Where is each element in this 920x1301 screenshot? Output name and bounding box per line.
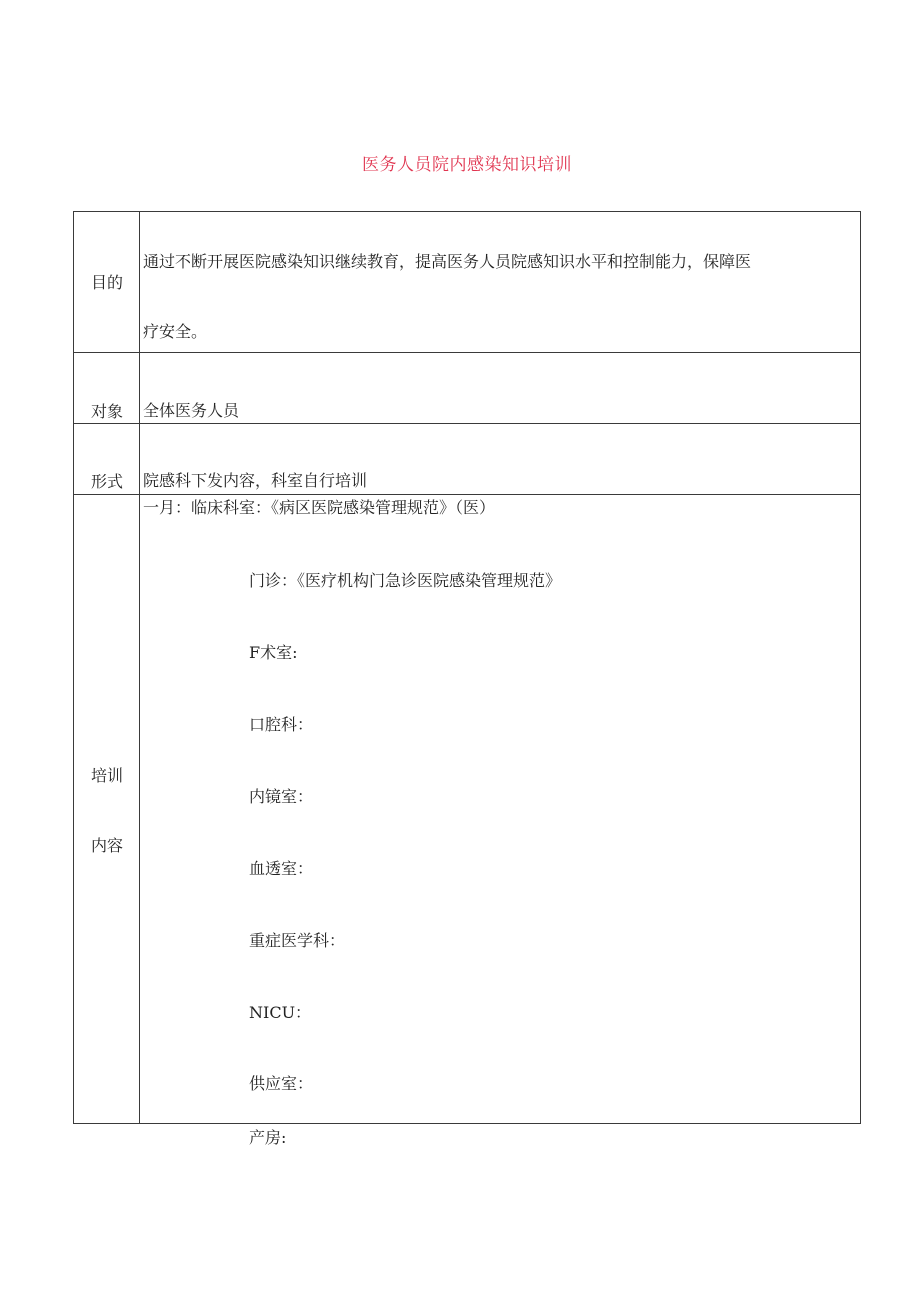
content-item: NICU：: [249, 1003, 312, 1022]
content-item: F术室:: [249, 643, 298, 662]
purpose-text-line2: 疗安全。: [143, 322, 208, 341]
content-item: 产房:: [249, 1128, 287, 1147]
format-text: 院感科下发内容，科室自行培训: [143, 471, 368, 490]
content-first-line: 一月：临床科室：《病区医院感染管理规范》（医）: [143, 498, 496, 517]
purpose-text-line1: 通过不断开展医院感染知识继续教育，提高医务人员院感知识水平和控制能力，保障医: [143, 252, 752, 271]
content-item: 口腔科：: [249, 715, 314, 734]
purpose-label: 目的: [91, 273, 124, 292]
table-border-bottom: [73, 1123, 861, 1124]
table-border-left: [73, 211, 74, 1124]
content-item: 内镜室：: [249, 787, 314, 806]
content-label-line1: 培训: [91, 766, 124, 785]
document-title: 医务人员院内感染知识培训: [362, 155, 572, 175]
content-label-line2: 内容: [91, 836, 124, 855]
content-item: 血透室：: [249, 859, 314, 878]
table-border-top: [73, 211, 861, 212]
table-border-right: [860, 211, 861, 1124]
content-item: 重症医学科：: [249, 931, 346, 950]
table-row-divider: [73, 423, 861, 424]
table-row-divider: [73, 494, 861, 495]
format-label: 形式: [91, 472, 124, 491]
audience-label: 对象: [91, 402, 124, 421]
content-item: 供应室：: [249, 1074, 314, 1093]
content-item: 门诊：《医疗机构门急诊医院感染管理规范》: [249, 571, 562, 590]
audience-text: 全体医务人员: [143, 401, 240, 420]
table-row-divider: [73, 352, 861, 353]
table-column-divider: [139, 211, 140, 1124]
